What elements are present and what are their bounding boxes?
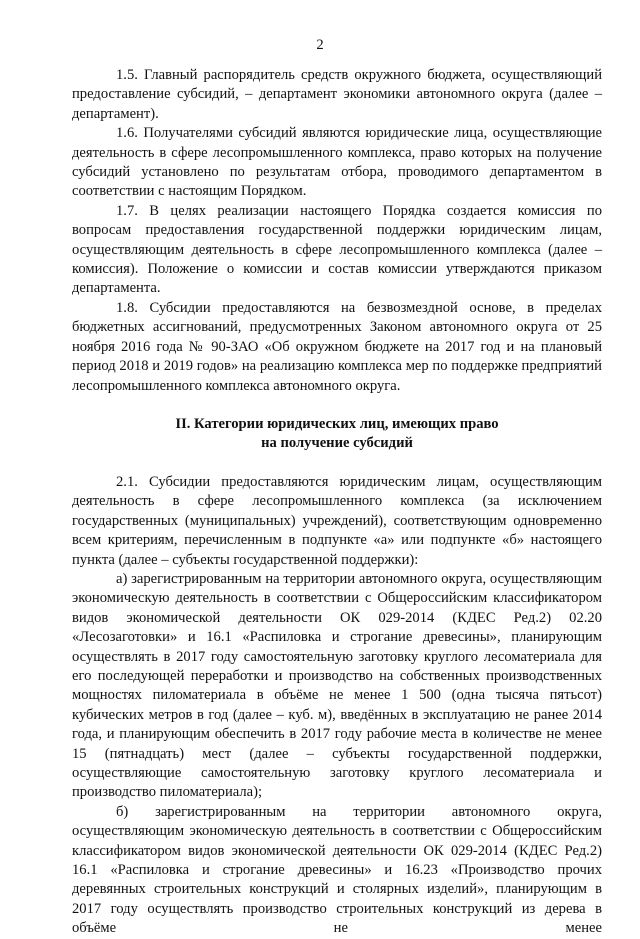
document-body xyxy=(72,66,602,939)
section-heading-line-2: на получение субсидий xyxy=(261,434,413,451)
paragraph-2-1-a: а) зарегистрированным на территории автономного округа, осуществляющим экономическую деятельность в соответствии с Общероссийским классификатором видов экономической деятельности ОК 029-2014 (КДЕС Ред.2) 02.20 «Лесозаготовки» и 16.1 «Распиловка и строгание древесины», планирующим осуществлять в 2017 году самостоятельную заготовку круглого лесоматериала для его последующей переработки и производство на собственных производственных мощностях пиломатериала в объёме не менее 1 500 (одна тысяча пятьсот) кубических метров в год (далее – куб. м), введённых в эксплуатацию не ранее 2014 года, и планирующим обеспечить в 2017 году рабочие места в количестве не менее 15 (пятнадцать) мест (далее – субъекты государственной поддержки, осуществляющие самостоятельную заготовку круглого лесоматериала и производство пиломатериала); xyxy=(72,570,602,801)
page-number: 2 xyxy=(316,37,324,53)
paragraph-1-7: 1.7. В целях реализации настоящего Порядка создается комиссия по вопросам предоставления государственной поддержки юридическим лицам, осуществляющим деятельность в сфере лесопромышленного комплекса (далее – комиссия). Положение о комиссии и состав комиссии утверждаются приказом департамента. xyxy=(72,202,602,297)
paragraph-1-5: 1.5. Главный распорядитель средств окружного бюджета, осуществляющий предоставление субсидий, – департамент экономики автономного округа (далее – департамент). xyxy=(72,67,602,122)
paragraph-2-1: 2.1. Субсидии предоставляются юридическим лицам, осуществляющим деятельность в сфере лесопромышленного комплекса (за исключением государственных (муниципальных) учреждений), соответствующим одновременно всем критериям, перечисленным в подпункте «а» или подпункте «б» настоящего пункта (далее – субъекты государственной поддержки): xyxy=(72,473,602,568)
section-heading-line-1: II. Категории юридических лиц, имеющих право xyxy=(175,415,499,432)
paragraph-2-1-b: б) зарегистрированным на территории автономного округа, осуществляющим экономическую деятельность в соответствии с Общероссийским классификатором видов экономической деятельности ОК 029-2014 (КДЕС Ред.2) 16.1 «Распиловка и строгание древесины» и 16.23 «Производство прочих деревянных строительных конструкций и столярных изделий», планирующим в 2017 году осуществлять производство строительных конструкций из дерева в объёме не менее xyxy=(72,803,602,937)
section-heading xyxy=(72,415,602,453)
paragraph-1-8: 1.8. Субсидии предоставляются на безвозмездной основе, в пределах бюджетных ассигнований, предусмотренных Законом автономного округа от 25 ноября 2016 года № 90-ЗАО «Об окружном бюджете на 2017 год и на плановый период 2018 и 2019 годов» на реализацию комплекса мер по поддержке предприятий лесопромышленного комплекса автономного округа. xyxy=(72,299,602,394)
paragraph-1-6: 1.6. Получателями субсидий являются юридические лица, осуществляющие деятельность в сфере лесопромышленного комплекса, право которых на получение субсидий установлено по результатам отбора, проводимого департаментом в соответствии с настоящим Порядком. xyxy=(72,125,602,200)
